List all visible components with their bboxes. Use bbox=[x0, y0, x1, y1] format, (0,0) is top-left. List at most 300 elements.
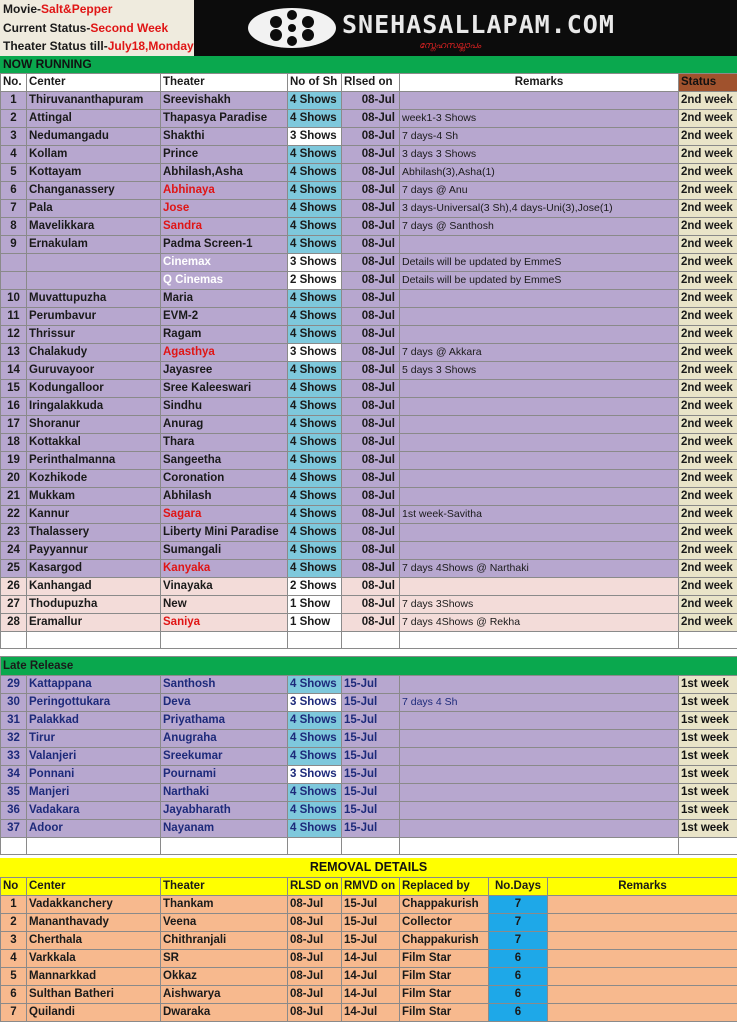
col-days: No.Days bbox=[489, 878, 548, 896]
row-no: 1 bbox=[1, 92, 27, 110]
row-shows: 4 Shows bbox=[288, 820, 342, 838]
row-no bbox=[1, 254, 27, 272]
row-center: Adoor bbox=[27, 820, 161, 838]
row-released: 08-Jul bbox=[342, 560, 400, 578]
row-shows: 4 Shows bbox=[288, 452, 342, 470]
col-no: No. bbox=[1, 74, 27, 92]
row-center: Changanassery bbox=[27, 182, 161, 200]
status-badge: 2nd week bbox=[679, 398, 737, 416]
site-logo-banner bbox=[194, 0, 737, 56]
row-no: 23 bbox=[1, 524, 27, 542]
row-theater: Veena bbox=[161, 914, 288, 932]
table-row bbox=[1, 146, 737, 164]
row-remarks bbox=[400, 380, 679, 398]
now-running-bar: NOW RUNNING bbox=[0, 56, 737, 73]
row-theater: Deva bbox=[161, 694, 288, 712]
row-shows: 4 Shows bbox=[288, 308, 342, 326]
row-released: 08-Jul bbox=[342, 254, 400, 272]
table-row bbox=[1, 766, 737, 784]
table-row bbox=[1, 362, 737, 380]
row-shows: 3 Shows bbox=[288, 766, 342, 784]
row-center: Mavelikkara bbox=[27, 218, 161, 236]
row-theater: Nayanam bbox=[161, 820, 288, 838]
row-center: Shoranur bbox=[27, 416, 161, 434]
row-center: Mannarkkad bbox=[27, 968, 161, 986]
row-shows: 1 Show bbox=[288, 614, 342, 632]
row-center: Quilandi bbox=[27, 1004, 161, 1022]
row-theater: New bbox=[161, 596, 288, 614]
row-shows: 4 Shows bbox=[288, 488, 342, 506]
status-badge: 2nd week bbox=[679, 506, 737, 524]
row-replaced: Chappakurish bbox=[400, 932, 489, 950]
movie-info bbox=[0, 0, 194, 56]
row-released: 08-Jul bbox=[342, 542, 400, 560]
row-shows: 4 Shows bbox=[288, 236, 342, 254]
row-remarks bbox=[400, 470, 679, 488]
row-remarks bbox=[400, 92, 679, 110]
row-released: 08-Jul bbox=[342, 290, 400, 308]
table-row bbox=[1, 164, 737, 182]
status-badge: 2nd week bbox=[679, 344, 737, 362]
row-center: Vadakkanchery bbox=[27, 896, 161, 914]
row-theater: Maria bbox=[161, 290, 288, 308]
row-released: 08-Jul bbox=[342, 92, 400, 110]
row-remarks bbox=[400, 398, 679, 416]
row-no: 32 bbox=[1, 730, 27, 748]
row-no bbox=[1, 272, 27, 290]
row-center: Pala bbox=[27, 200, 161, 218]
col-center: Center bbox=[27, 878, 161, 896]
row-shows: 4 Shows bbox=[288, 326, 342, 344]
row-center: Perumbavur bbox=[27, 308, 161, 326]
row-remarks bbox=[400, 766, 679, 784]
row-theater: Sumangali bbox=[161, 542, 288, 560]
row-replaced: Chappakurish bbox=[400, 896, 489, 914]
row-released: 08-Jul bbox=[342, 614, 400, 632]
row-remarks bbox=[400, 712, 679, 730]
row-rmvd: 14-Jul bbox=[342, 968, 400, 986]
row-no: 6 bbox=[1, 986, 27, 1004]
table-row bbox=[1, 506, 737, 524]
row-no: 27 bbox=[1, 596, 27, 614]
row-shows: 4 Shows bbox=[288, 362, 342, 380]
status-badge: 1st week bbox=[679, 694, 737, 712]
table-row bbox=[1, 820, 737, 838]
status-badge: 2nd week bbox=[679, 542, 737, 560]
row-shows: 4 Shows bbox=[288, 110, 342, 128]
row-shows: 4 Shows bbox=[288, 380, 342, 398]
row-no: 1 bbox=[1, 896, 27, 914]
row-center: Sulthan Batheri bbox=[27, 986, 161, 1004]
table-row bbox=[1, 290, 737, 308]
row-center: Kozhikode bbox=[27, 470, 161, 488]
row-shows: 4 Shows bbox=[288, 730, 342, 748]
row-remarks bbox=[400, 802, 679, 820]
row-released: 08-Jul bbox=[342, 182, 400, 200]
status-badge: 2nd week bbox=[679, 128, 737, 146]
row-center: Chalakudy bbox=[27, 344, 161, 362]
row-remarks: 7 days 4 Sh bbox=[400, 694, 679, 712]
row-remarks bbox=[400, 236, 679, 254]
table-row bbox=[1, 182, 737, 200]
row-theater: Anugraha bbox=[161, 730, 288, 748]
row-released: 08-Jul bbox=[342, 200, 400, 218]
row-no: 29 bbox=[1, 676, 27, 694]
row-no: 5 bbox=[1, 968, 27, 986]
table-row bbox=[1, 254, 737, 272]
row-no: 7 bbox=[1, 1004, 27, 1022]
row-theater: Thara bbox=[161, 434, 288, 452]
row-theater: Sreekumar bbox=[161, 748, 288, 766]
row-no: 11 bbox=[1, 308, 27, 326]
row-released: 08-Jul bbox=[342, 470, 400, 488]
site-tagline: സ്നേഹസല്ലാപം bbox=[419, 40, 481, 50]
row-center: Ponnani bbox=[27, 766, 161, 784]
row-replaced: Film Star bbox=[400, 950, 489, 968]
row-theater: SR bbox=[161, 950, 288, 968]
row-remarks: Details will be updated by EmmeS bbox=[400, 254, 679, 272]
row-theater: Thapasya Paradise bbox=[161, 110, 288, 128]
table-header-row bbox=[1, 74, 737, 92]
row-rlsd: 08-Jul bbox=[288, 968, 342, 986]
row-shows: 4 Shows bbox=[288, 542, 342, 560]
row-released: 08-Jul bbox=[342, 344, 400, 362]
row-released: 15-Jul bbox=[342, 694, 400, 712]
row-days: 6 bbox=[489, 1004, 548, 1022]
row-no: 4 bbox=[1, 950, 27, 968]
row-released: 15-Jul bbox=[342, 676, 400, 694]
row-theater: Jayabharath bbox=[161, 802, 288, 820]
row-shows: 4 Shows bbox=[288, 470, 342, 488]
row-no: 3 bbox=[1, 932, 27, 950]
row-no: 18 bbox=[1, 434, 27, 452]
row-center: Thodupuzha bbox=[27, 596, 161, 614]
row-remarks bbox=[400, 676, 679, 694]
row-no: 28 bbox=[1, 614, 27, 632]
col-released: Rlsed on bbox=[342, 74, 400, 92]
row-theater: EVM-2 bbox=[161, 308, 288, 326]
site-name: SNEHASALLAPAM.COM bbox=[342, 10, 615, 39]
row-no: 6 bbox=[1, 182, 27, 200]
row-released: 08-Jul bbox=[342, 524, 400, 542]
row-remarks bbox=[400, 784, 679, 802]
row-center: Tirur bbox=[27, 730, 161, 748]
row-theater: Abhilash,Asha bbox=[161, 164, 288, 182]
table-row bbox=[1, 272, 737, 290]
row-rmvd: 14-Jul bbox=[342, 1004, 400, 1022]
row-no: 31 bbox=[1, 712, 27, 730]
row-rlsd: 08-Jul bbox=[288, 950, 342, 968]
row-no: 26 bbox=[1, 578, 27, 596]
row-theater: Vinayaka bbox=[161, 578, 288, 596]
row-rlsd: 08-Jul bbox=[288, 932, 342, 950]
row-theater: Narthaki bbox=[161, 784, 288, 802]
row-shows: 4 Shows bbox=[288, 434, 342, 452]
table-row bbox=[1, 560, 737, 578]
row-rlsd: 08-Jul bbox=[288, 914, 342, 932]
row-released: 15-Jul bbox=[342, 784, 400, 802]
row-shows: 4 Shows bbox=[288, 784, 342, 802]
status-badge: 1st week bbox=[679, 766, 737, 784]
row-center: Manjeri bbox=[27, 784, 161, 802]
spacer-row bbox=[1, 632, 737, 649]
table-row bbox=[1, 914, 737, 932]
row-days: 7 bbox=[489, 914, 548, 932]
row-released: 08-Jul bbox=[342, 146, 400, 164]
row-days: 6 bbox=[489, 950, 548, 968]
table-row bbox=[1, 128, 737, 146]
row-theater: Cinemax bbox=[161, 254, 288, 272]
row-remarks: 7 days 4Shows @ Narthaki bbox=[400, 560, 679, 578]
row-theater: Agasthya bbox=[161, 344, 288, 362]
table-row bbox=[1, 932, 737, 950]
col-remarks: Remarks bbox=[548, 878, 737, 896]
status-badge: 2nd week bbox=[679, 560, 737, 578]
now-running-table bbox=[0, 73, 737, 649]
row-rlsd: 08-Jul bbox=[288, 986, 342, 1004]
row-center bbox=[27, 272, 161, 290]
row-released: 08-Jul bbox=[342, 506, 400, 524]
row-no: 20 bbox=[1, 470, 27, 488]
status-badge: 2nd week bbox=[679, 164, 737, 182]
row-released: 15-Jul bbox=[342, 820, 400, 838]
table-row bbox=[1, 542, 737, 560]
row-days: 7 bbox=[489, 896, 548, 914]
row-theater: Sagara bbox=[161, 506, 288, 524]
row-center: Ernakulam bbox=[27, 236, 161, 254]
table-row bbox=[1, 748, 737, 766]
row-released: 08-Jul bbox=[342, 434, 400, 452]
row-rmvd: 14-Jul bbox=[342, 950, 400, 968]
status-badge: 2nd week bbox=[679, 452, 737, 470]
row-theater: Sandra bbox=[161, 218, 288, 236]
row-center: Cherthala bbox=[27, 932, 161, 950]
row-remarks bbox=[548, 914, 737, 932]
late-release-bar: Late Release bbox=[1, 657, 737, 676]
status-badge: 2nd week bbox=[679, 578, 737, 596]
row-shows: 4 Shows bbox=[288, 676, 342, 694]
status-badge: 1st week bbox=[679, 730, 737, 748]
table-row bbox=[1, 110, 737, 128]
row-theater: Prince bbox=[161, 146, 288, 164]
table-row bbox=[1, 676, 737, 694]
movie-name: Salt&Pepper bbox=[41, 2, 113, 16]
row-center: Payyannur bbox=[27, 542, 161, 560]
table-row bbox=[1, 614, 737, 632]
row-released: 08-Jul bbox=[342, 272, 400, 290]
row-released: 08-Jul bbox=[342, 578, 400, 596]
row-remarks bbox=[548, 932, 737, 950]
row-center: Kanhangad bbox=[27, 578, 161, 596]
table-row bbox=[1, 524, 737, 542]
row-replaced: Collector bbox=[400, 914, 489, 932]
col-rlsd: RLSD on bbox=[288, 878, 342, 896]
row-shows: 4 Shows bbox=[288, 92, 342, 110]
row-rmvd: 15-Jul bbox=[342, 914, 400, 932]
table-row bbox=[1, 452, 737, 470]
row-released: 15-Jul bbox=[342, 748, 400, 766]
row-released: 08-Jul bbox=[342, 380, 400, 398]
row-remarks bbox=[400, 542, 679, 560]
table-row bbox=[1, 1004, 737, 1022]
row-remarks bbox=[548, 950, 737, 968]
col-status: Status bbox=[679, 74, 737, 92]
status-badge: 2nd week bbox=[679, 290, 737, 308]
row-released: 08-Jul bbox=[342, 128, 400, 146]
status-badge: 2nd week bbox=[679, 92, 737, 110]
row-center: Iringalakkuda bbox=[27, 398, 161, 416]
row-no: 3 bbox=[1, 128, 27, 146]
row-released: 15-Jul bbox=[342, 712, 400, 730]
row-shows: 4 Shows bbox=[288, 182, 342, 200]
row-center: Mananthavady bbox=[27, 914, 161, 932]
row-no: 7 bbox=[1, 200, 27, 218]
movie-line: Movie-Salt&Pepper bbox=[3, 2, 113, 16]
row-released: 08-Jul bbox=[342, 452, 400, 470]
row-theater: Kanyaka bbox=[161, 560, 288, 578]
row-shows: 4 Shows bbox=[288, 712, 342, 730]
row-released: 15-Jul bbox=[342, 766, 400, 784]
row-remarks: 5 days 3 Shows bbox=[400, 362, 679, 380]
row-released: 08-Jul bbox=[342, 326, 400, 344]
row-shows: 3 Shows bbox=[288, 254, 342, 272]
row-theater: Sangeetha bbox=[161, 452, 288, 470]
row-remarks: 1st week-Savitha bbox=[400, 506, 679, 524]
table-row bbox=[1, 488, 737, 506]
row-center: Kottakkal bbox=[27, 434, 161, 452]
col-shows: No of Sh bbox=[288, 74, 342, 92]
row-replaced: Film Star bbox=[400, 968, 489, 986]
row-center: Kattappana bbox=[27, 676, 161, 694]
row-theater: Santhosh bbox=[161, 676, 288, 694]
status-badge: 2nd week bbox=[679, 434, 737, 452]
row-remarks bbox=[400, 578, 679, 596]
table-row bbox=[1, 470, 737, 488]
row-remarks: 7 days 4Shows @ Rekha bbox=[400, 614, 679, 632]
row-no: 12 bbox=[1, 326, 27, 344]
status-badge: 2nd week bbox=[679, 416, 737, 434]
row-center: Thrissur bbox=[27, 326, 161, 344]
table-row bbox=[1, 380, 737, 398]
row-shows: 3 Shows bbox=[288, 128, 342, 146]
status-badge: 2nd week bbox=[679, 236, 737, 254]
row-center: Kannur bbox=[27, 506, 161, 524]
row-center: Eramallur bbox=[27, 614, 161, 632]
status-badge: 2nd week bbox=[679, 326, 737, 344]
row-center bbox=[27, 254, 161, 272]
row-theater: Jose bbox=[161, 200, 288, 218]
row-released: 08-Jul bbox=[342, 308, 400, 326]
status-badge: 1st week bbox=[679, 676, 737, 694]
table-row bbox=[1, 416, 737, 434]
row-center: Thiruvananthapuram bbox=[27, 92, 161, 110]
current-status: Second Week bbox=[90, 20, 169, 35]
table-row bbox=[1, 712, 737, 730]
row-no: 35 bbox=[1, 784, 27, 802]
row-remarks: 3 days-Universal(3 Sh),4 days-Uni(3),Jose(1) bbox=[400, 200, 679, 218]
row-theater: Abhilash bbox=[161, 488, 288, 506]
row-remarks bbox=[548, 968, 737, 986]
row-no: 16 bbox=[1, 398, 27, 416]
row-theater: Shakthi bbox=[161, 128, 288, 146]
table-row bbox=[1, 694, 737, 712]
table-row bbox=[1, 950, 737, 968]
row-center: Attingal bbox=[27, 110, 161, 128]
row-shows: 4 Shows bbox=[288, 506, 342, 524]
row-center: Kollam bbox=[27, 146, 161, 164]
row-released: 08-Jul bbox=[342, 110, 400, 128]
row-remarks: 7 days @ Akkara bbox=[400, 344, 679, 362]
row-days: 7 bbox=[489, 932, 548, 950]
row-remarks: 7 days @ Santhosh bbox=[400, 218, 679, 236]
row-no: 15 bbox=[1, 380, 27, 398]
film-reel-icon bbox=[246, 5, 338, 51]
row-shows: 1 Show bbox=[288, 596, 342, 614]
row-remarks bbox=[400, 434, 679, 452]
row-remarks bbox=[400, 290, 679, 308]
col-remarks: Remarks bbox=[400, 74, 679, 92]
row-theater: Ragam bbox=[161, 326, 288, 344]
col-theater: Theater bbox=[161, 878, 288, 896]
row-shows: 4 Shows bbox=[288, 398, 342, 416]
table-row bbox=[1, 784, 737, 802]
row-theater: Saniya bbox=[161, 614, 288, 632]
row-remarks: 7 days 3Shows bbox=[400, 596, 679, 614]
row-shows: 4 Shows bbox=[288, 164, 342, 182]
row-theater: Dwaraka bbox=[161, 1004, 288, 1022]
row-no: 22 bbox=[1, 506, 27, 524]
row-center: Mukkam bbox=[27, 488, 161, 506]
status-date: July18,Monday bbox=[107, 39, 194, 53]
row-no: 36 bbox=[1, 802, 27, 820]
status-badge: 1st week bbox=[679, 712, 737, 730]
row-released: 08-Jul bbox=[342, 488, 400, 506]
status-badge: 2nd week bbox=[679, 470, 737, 488]
row-remarks: week1-3 Shows bbox=[400, 110, 679, 128]
col-theater: Theater bbox=[161, 74, 288, 92]
status-badge: 2nd week bbox=[679, 272, 737, 290]
row-center: Muvattupuzha bbox=[27, 290, 161, 308]
row-shows: 4 Shows bbox=[288, 802, 342, 820]
row-no: 8 bbox=[1, 218, 27, 236]
row-center: Kottayam bbox=[27, 164, 161, 182]
status-badge: 2nd week bbox=[679, 614, 737, 632]
row-released: 08-Jul bbox=[342, 416, 400, 434]
row-theater: Abhinaya bbox=[161, 182, 288, 200]
row-theater: Coronation bbox=[161, 470, 288, 488]
row-shows: 4 Shows bbox=[288, 290, 342, 308]
row-no: 25 bbox=[1, 560, 27, 578]
removal-details-title: REMOVAL DETAILS bbox=[0, 858, 737, 877]
status-badge: 2nd week bbox=[679, 218, 737, 236]
row-rmvd: 15-Jul bbox=[342, 896, 400, 914]
row-remarks bbox=[400, 748, 679, 766]
status-badge: 1st week bbox=[679, 820, 737, 838]
row-theater: Sreevishakh bbox=[161, 92, 288, 110]
row-shows: 3 Shows bbox=[288, 694, 342, 712]
row-theater: Thankam bbox=[161, 896, 288, 914]
table-row bbox=[1, 398, 737, 416]
row-remarks: Details will be updated by EmmeS bbox=[400, 272, 679, 290]
row-center: Varkkala bbox=[27, 950, 161, 968]
theater-status-line: Theater Status till-July18,Monday bbox=[3, 39, 194, 53]
row-no: 17 bbox=[1, 416, 27, 434]
row-shows: 4 Shows bbox=[288, 416, 342, 434]
removal-header-row bbox=[1, 878, 737, 896]
row-theater: Sree Kaleeswari bbox=[161, 380, 288, 398]
row-shows: 4 Shows bbox=[288, 200, 342, 218]
status-badge: 2nd week bbox=[679, 254, 737, 272]
